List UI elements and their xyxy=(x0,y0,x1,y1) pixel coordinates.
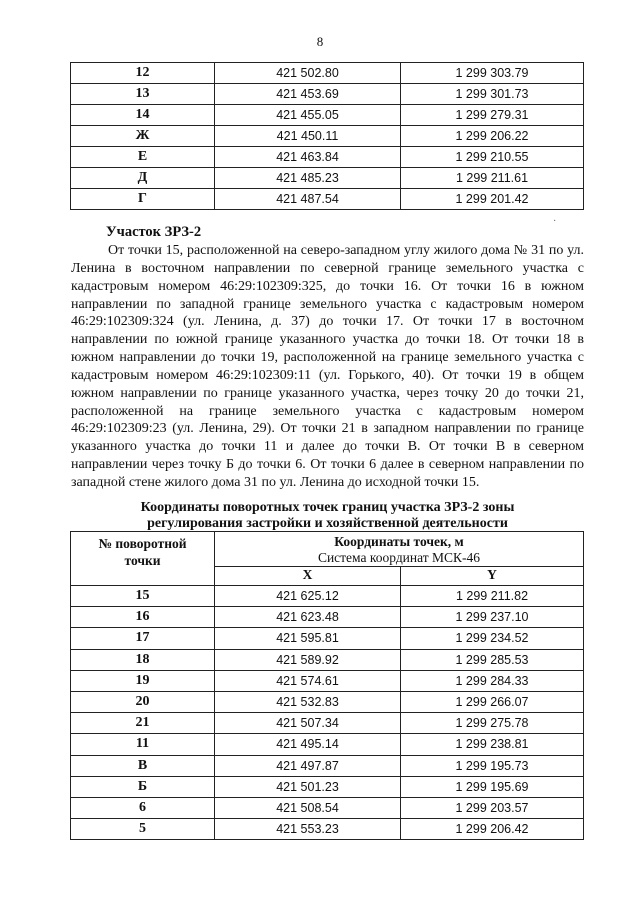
table-row xyxy=(71,84,584,105)
table-row xyxy=(71,649,584,670)
table-row xyxy=(71,670,584,691)
y-cell: 1 299 279.31 xyxy=(401,105,584,126)
x-cell: 421 495.14 xyxy=(215,734,401,755)
x-cell: 421 497.87 xyxy=(215,755,401,776)
y-cell: 1 299 195.73 xyxy=(401,755,584,776)
header-coordinates xyxy=(215,532,584,567)
x-cell: 421 595.81 xyxy=(215,628,401,649)
table-row xyxy=(71,755,584,776)
y-cell: 1 299 266.07 xyxy=(401,691,584,712)
point-cell: 14 xyxy=(71,105,215,126)
header-coordinates-title: Координаты точек, м xyxy=(334,534,464,549)
y-cell: 1 299 303.79 xyxy=(401,63,584,84)
y-cell: 1 299 201.42 xyxy=(401,189,584,210)
coordinates-table xyxy=(70,531,584,840)
x-cell: 421 501.23 xyxy=(215,776,401,797)
x-cell: 421 589.92 xyxy=(215,649,401,670)
page-number: 8 xyxy=(316,34,324,49)
scan-speck: · xyxy=(553,216,557,227)
table-row xyxy=(71,126,584,147)
y-cell: 1 299 237.10 xyxy=(401,607,584,628)
x-cell: 421 623.48 xyxy=(215,607,401,628)
y-cell: 1 299 210.55 xyxy=(401,147,584,168)
table-header-row xyxy=(71,532,584,567)
point-cell: 12 xyxy=(71,63,215,84)
y-cell: 1 299 285.53 xyxy=(401,649,584,670)
point-cell: Г xyxy=(71,189,215,210)
coordinates-table-continued xyxy=(70,62,584,210)
y-cell: 1 299 203.57 xyxy=(401,797,584,818)
y-cell: 1 299 206.22 xyxy=(401,126,584,147)
header-point-line: № поворотной xyxy=(98,536,187,551)
header-point-line: точки xyxy=(124,553,161,568)
x-cell: 421 450.11 xyxy=(215,126,401,147)
table-row xyxy=(71,797,584,818)
x-cell: 421 487.54 xyxy=(215,189,401,210)
point-cell: 20 xyxy=(71,691,215,712)
point-cell: 18 xyxy=(71,649,215,670)
table-row xyxy=(71,776,584,797)
point-cell: 13 xyxy=(71,84,215,105)
table-row xyxy=(71,713,584,734)
header-y: Y xyxy=(401,567,584,586)
y-cell: 1 299 275.78 xyxy=(401,713,584,734)
table-caption-line: регулирования застройки и хозяйственной деятельности xyxy=(147,516,508,531)
y-cell: 1 299 234.52 xyxy=(401,628,584,649)
x-cell: 421 485.23 xyxy=(215,168,401,189)
x-cell: 421 502.80 xyxy=(215,63,401,84)
x-cell: 421 455.05 xyxy=(215,105,401,126)
table-row xyxy=(71,147,584,168)
point-cell: 21 xyxy=(71,713,215,734)
y-cell: 1 299 301.73 xyxy=(401,84,584,105)
table-row xyxy=(71,607,584,628)
y-cell: 1 299 211.82 xyxy=(401,586,584,607)
point-cell: Д xyxy=(71,168,215,189)
x-cell: 421 507.34 xyxy=(215,713,401,734)
table-row xyxy=(71,691,584,712)
point-cell: 15 xyxy=(71,586,215,607)
point-cell: Ж xyxy=(71,126,215,147)
point-cell: 5 xyxy=(71,819,215,840)
y-cell: 1 299 238.81 xyxy=(401,734,584,755)
y-cell: 1 299 211.61 xyxy=(401,168,584,189)
boundary-description: От точки 15, расположенной на северо-западном углу жилого дома № 31 по ул. Ленина в восточном направлении по северной границе земельного участка с кадастровым номером 46:29:102309:325, до точки 16. От точки 16 в южном направлении по западной границе земельного участка с кадастровым номером 46:29:102309:324 (ул. Ленина, д. 37) до точки 17. От точки 17 в восточном направлении по южной границе указанного участка до точки 18. От точки 18 в южном направлении до точки 19, расположенной на границе земельного участка с кадастровым номером 46:29:102309:11 (ул. Горького, 40). От точки 19 в общем южном направлении по границе указанного участка, через точку 20 до точки 21, расположенной на границе земельного участка с кадастровым номером 46:29:102309:23 (ул. Ленина, 29). От точки 21 в западном направлении по границе указанного участка до точки 11 и далее до точки В. От точки В в северном направлении через точку Б до точки 6. От точки 6 далее в северном направлении по западной стене жилого дома 31 по ул. Ленина до исходной точки 15. xyxy=(71,243,584,490)
point-cell: 19 xyxy=(71,670,215,691)
table-row xyxy=(71,189,584,210)
table-row xyxy=(71,105,584,126)
x-cell: 421 625.12 xyxy=(215,586,401,607)
x-cell: 421 508.54 xyxy=(215,797,401,818)
table-caption-line: Координаты поворотных точек границ участка ЗРЗ-2 зоны xyxy=(140,500,515,515)
table-row xyxy=(71,168,584,189)
x-cell: 421 574.61 xyxy=(215,670,401,691)
point-cell: Б xyxy=(71,776,215,797)
x-cell: 421 453.69 xyxy=(215,84,401,105)
point-cell: 11 xyxy=(71,734,215,755)
header-coordinate-system: Система координат МСК-46 xyxy=(317,550,481,565)
point-cell: 17 xyxy=(71,628,215,649)
table-row xyxy=(71,819,584,840)
table-caption xyxy=(100,500,555,532)
y-cell: 1 299 284.33 xyxy=(401,670,584,691)
section-title: Участок ЗРЗ-2 xyxy=(106,224,202,240)
table-row xyxy=(71,63,584,84)
header-x: X xyxy=(215,567,401,586)
point-cell: 6 xyxy=(71,797,215,818)
x-cell: 421 463.84 xyxy=(215,147,401,168)
x-cell: 421 532.83 xyxy=(215,691,401,712)
table-row xyxy=(71,628,584,649)
y-cell: 1 299 195.69 xyxy=(401,776,584,797)
header-point-number xyxy=(71,532,215,586)
y-cell: 1 299 206.42 xyxy=(401,819,584,840)
point-cell: В xyxy=(71,755,215,776)
x-cell: 421 553.23 xyxy=(215,819,401,840)
point-cell: Е xyxy=(71,147,215,168)
point-cell: 16 xyxy=(71,607,215,628)
table-row xyxy=(71,586,584,607)
table-row xyxy=(71,734,584,755)
